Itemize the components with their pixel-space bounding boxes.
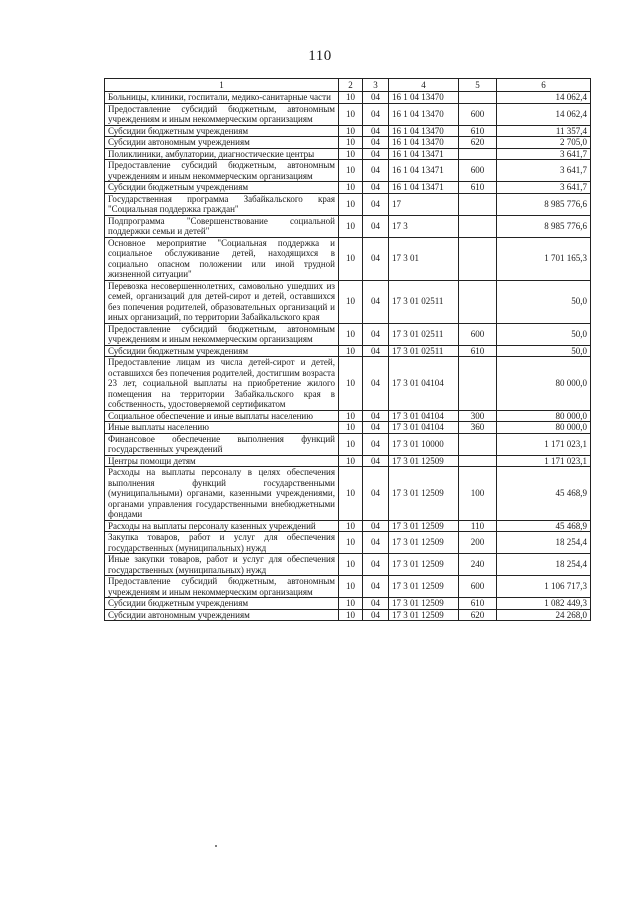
table-row	[105, 609, 591, 621]
subsection-code-cell: 04	[363, 467, 389, 521]
table-row	[105, 520, 591, 532]
row-name-cell: Предоставление субсидий бюджетным, автономным учреждениям и иным некоммерческим организациям	[105, 323, 339, 345]
target-article-cell: 17 3 01 12509	[389, 520, 459, 532]
section-code-cell: 10	[339, 345, 363, 357]
row-name-cell: Субсидии бюджетным учреждениям	[105, 598, 339, 610]
amount-cell: 1 106 717,3	[497, 576, 591, 598]
section-code-cell: 10	[339, 182, 363, 194]
target-article-cell: 17 3 01	[389, 237, 459, 280]
expense-type-cell: 600	[459, 576, 497, 598]
expense-type-cell: 200	[459, 532, 497, 554]
row-name-cell: Предоставление лицам из числа детей-сирот и детей, оставшихся без попечения родителей, достигшим возраста 23 лет, социальной выплаты на приобретение жилого помещения на территории Забайкальского края в собственность, удостоверяемой сертификатом	[105, 357, 339, 411]
row-name-cell: Подпрограмма "Совершенствование социальной поддержки семьи и детей"	[105, 215, 339, 237]
expense-type-cell: 110	[459, 520, 497, 532]
expense-type-cell	[459, 193, 497, 215]
table-row	[105, 554, 591, 576]
budget-table	[104, 78, 591, 621]
row-name-cell: Иные выплаты населению	[105, 422, 339, 434]
expense-type-cell	[459, 280, 497, 323]
target-article-cell: 17 3 01 04104	[389, 410, 459, 422]
row-name-cell: Больницы, клиники, госпитали, медико-санитарные части	[105, 92, 339, 104]
section-code-cell: 10	[339, 532, 363, 554]
subsection-code-cell: 04	[363, 554, 389, 576]
section-code-cell: 10	[339, 455, 363, 467]
table-row	[105, 576, 591, 598]
target-article-cell: 17 3 01 12509	[389, 467, 459, 521]
row-name-cell: Субсидии автономным учреждениям	[105, 609, 339, 621]
subsection-code-cell: 04	[363, 410, 389, 422]
target-article-cell: 17 3 01 12509	[389, 598, 459, 610]
expense-type-cell: 610	[459, 598, 497, 610]
subsection-code-cell: 04	[363, 532, 389, 554]
subsection-code-cell: 04	[363, 103, 389, 125]
section-code-cell: 10	[339, 357, 363, 411]
scan-speck	[215, 845, 217, 847]
section-code-cell: 10	[339, 137, 363, 149]
expense-type-cell: 610	[459, 345, 497, 357]
target-article-cell: 16 1 04 13470	[389, 137, 459, 149]
expense-type-cell: 600	[459, 160, 497, 182]
table-row	[105, 598, 591, 610]
table-row	[105, 125, 591, 137]
subsection-code-cell: 04	[363, 422, 389, 434]
expense-type-cell: 620	[459, 609, 497, 621]
subsection-code-cell: 04	[363, 357, 389, 411]
section-code-cell: 10	[339, 598, 363, 610]
target-article-cell: 16 1 04 13471	[389, 182, 459, 194]
subsection-code-cell: 04	[363, 576, 389, 598]
expense-type-cell: 360	[459, 422, 497, 434]
column-header: 6	[497, 79, 591, 92]
table-row	[105, 433, 591, 455]
column-header: 2	[339, 79, 363, 92]
page-number: 110	[308, 48, 332, 64]
target-article-cell: 16 1 04 13470	[389, 103, 459, 125]
target-article-cell: 17 3 01 10000	[389, 433, 459, 455]
expense-type-cell	[459, 92, 497, 104]
section-code-cell: 10	[339, 467, 363, 521]
subsection-code-cell: 04	[363, 125, 389, 137]
table-row	[105, 410, 591, 422]
row-name-cell: Финансовое обеспечение выполнения функций государственных учреждений	[105, 433, 339, 455]
table-row	[105, 137, 591, 149]
target-article-cell: 17 3 01 12509	[389, 554, 459, 576]
expense-type-cell: 600	[459, 323, 497, 345]
subsection-code-cell: 04	[363, 237, 389, 280]
row-name-cell: Центры помощи детям	[105, 455, 339, 467]
target-article-cell: 17 3 01 12509	[389, 609, 459, 621]
row-name-cell: Государственная программа Забайкальского края "Социальная поддержка граждан"	[105, 193, 339, 215]
amount-cell: 1 701 165,3	[497, 237, 591, 280]
target-article-cell: 17 3 01 12509	[389, 576, 459, 598]
expense-type-cell	[459, 237, 497, 280]
section-code-cell: 10	[339, 554, 363, 576]
row-name-cell: Закупка товаров, работ и услуг для обеспечения государственных (муниципальных) нужд	[105, 532, 339, 554]
column-header: 1	[105, 79, 339, 92]
target-article-cell: 16 1 04 13470	[389, 92, 459, 104]
row-name-cell: Субсидии автономным учреждениям	[105, 137, 339, 149]
amount-cell: 45 468,9	[497, 520, 591, 532]
table-row	[105, 422, 591, 434]
expense-type-cell: 240	[459, 554, 497, 576]
subsection-code-cell: 04	[363, 92, 389, 104]
table-row	[105, 323, 591, 345]
table-row	[105, 103, 591, 125]
amount-cell: 18 254,4	[497, 532, 591, 554]
column-header: 5	[459, 79, 497, 92]
expense-type-cell	[459, 357, 497, 411]
table-row	[105, 193, 591, 215]
table-row	[105, 92, 591, 104]
row-name-cell: Поликлиники, амбулатории, диагностические центры	[105, 148, 339, 160]
row-name-cell: Предоставление субсидий бюджетным, автономным учреждениям и иным некоммерческим организациям	[105, 576, 339, 598]
row-name-cell: Предоставление субсидий бюджетным, автономным учреждениям и иным некоммерческим организациям	[105, 103, 339, 125]
subsection-code-cell: 04	[363, 137, 389, 149]
target-article-cell: 17 3 01 12509	[389, 532, 459, 554]
target-article-cell: 16 1 04 13471	[389, 148, 459, 160]
target-article-cell: 17 3 01 02511	[389, 323, 459, 345]
table-row	[105, 532, 591, 554]
table-row	[105, 182, 591, 194]
table-row	[105, 148, 591, 160]
expense-type-cell: 300	[459, 410, 497, 422]
section-code-cell: 10	[339, 215, 363, 237]
section-code-cell: 10	[339, 125, 363, 137]
subsection-code-cell: 04	[363, 609, 389, 621]
target-article-cell: 17 3 01 02511	[389, 345, 459, 357]
target-article-cell: 17	[389, 193, 459, 215]
section-code-cell: 10	[339, 576, 363, 598]
subsection-code-cell: 04	[363, 193, 389, 215]
amount-cell: 1 171 023,1	[497, 433, 591, 455]
expense-type-cell: 620	[459, 137, 497, 149]
amount-cell: 80 000,0	[497, 357, 591, 411]
expense-type-cell: 610	[459, 125, 497, 137]
row-name-cell: Перевозка несовершеннолетних, самовольно ушедших из семей, организаций для детей-сирот и детей, оставшихся без попечения родителей, образовательных организаций и иных организаций, по территории Забайкальского края	[105, 280, 339, 323]
subsection-code-cell: 04	[363, 148, 389, 160]
amount-cell: 11 357,4	[497, 125, 591, 137]
table-row	[105, 345, 591, 357]
section-code-cell: 10	[339, 609, 363, 621]
amount-cell: 3 641,7	[497, 148, 591, 160]
table-header-row	[105, 79, 591, 92]
target-article-cell: 16 1 04 13470	[389, 125, 459, 137]
row-name-cell: Иные закупки товаров, работ и услуг для обеспечения государственных (муниципальных) нужд	[105, 554, 339, 576]
target-article-cell: 17 3 01 04104	[389, 357, 459, 411]
expense-type-cell	[459, 215, 497, 237]
section-code-cell: 10	[339, 323, 363, 345]
expense-type-cell: 100	[459, 467, 497, 521]
section-code-cell: 10	[339, 193, 363, 215]
target-article-cell: 16 1 04 13471	[389, 160, 459, 182]
amount-cell: 24 268,0	[497, 609, 591, 621]
table-row	[105, 237, 591, 280]
subsection-code-cell: 04	[363, 345, 389, 357]
row-name-cell: Расходы на выплаты персоналу в целях обеспечения выполнения функций государственными (муниципальными) органами, казенными учреждениями, органами управления государственными внебюджетными фондами	[105, 467, 339, 521]
subsection-code-cell: 04	[363, 215, 389, 237]
amount-cell: 50,0	[497, 323, 591, 345]
table-row	[105, 467, 591, 521]
table-row	[105, 280, 591, 323]
section-code-cell: 10	[339, 280, 363, 323]
subsection-code-cell: 04	[363, 520, 389, 532]
amount-cell: 80 000,0	[497, 422, 591, 434]
expense-type-cell	[459, 433, 497, 455]
expense-type-cell	[459, 455, 497, 467]
column-header: 3	[363, 79, 389, 92]
row-name-cell: Расходы на выплаты персоналу казенных учреждений	[105, 520, 339, 532]
amount-cell: 1 082 449,3	[497, 598, 591, 610]
section-code-cell: 10	[339, 410, 363, 422]
amount-cell: 14 062,4	[497, 103, 591, 125]
amount-cell: 3 641,7	[497, 182, 591, 194]
target-article-cell: 17 3 01 04104	[389, 422, 459, 434]
section-code-cell: 10	[339, 148, 363, 160]
table-row	[105, 215, 591, 237]
amount-cell: 14 062,4	[497, 92, 591, 104]
amount-cell: 18 254,4	[497, 554, 591, 576]
section-code-cell: 10	[339, 422, 363, 434]
subsection-code-cell: 04	[363, 160, 389, 182]
section-code-cell: 10	[339, 92, 363, 104]
target-article-cell: 17 3 01 02511	[389, 280, 459, 323]
subsection-code-cell: 04	[363, 323, 389, 345]
subsection-code-cell: 04	[363, 280, 389, 323]
target-article-cell: 17 3	[389, 215, 459, 237]
expense-type-cell: 610	[459, 182, 497, 194]
table-row	[105, 160, 591, 182]
subsection-code-cell: 04	[363, 598, 389, 610]
subsection-code-cell: 04	[363, 455, 389, 467]
section-code-cell: 10	[339, 520, 363, 532]
amount-cell: 50,0	[497, 345, 591, 357]
section-code-cell: 10	[339, 237, 363, 280]
section-code-cell: 10	[339, 160, 363, 182]
section-code-cell: 10	[339, 433, 363, 455]
amount-cell: 2 705,0	[497, 137, 591, 149]
amount-cell: 8 985 776,6	[497, 193, 591, 215]
row-name-cell: Субсидии бюджетным учреждениям	[105, 182, 339, 194]
row-name-cell: Субсидии бюджетным учреждениям	[105, 125, 339, 137]
amount-cell: 45 468,9	[497, 467, 591, 521]
row-name-cell: Предоставление субсидий бюджетным, автономным учреждениям и иным некоммерческим организациям	[105, 160, 339, 182]
amount-cell: 3 641,7	[497, 160, 591, 182]
table-row	[105, 357, 591, 411]
row-name-cell: Основное мероприятие "Социальная поддержка и социальное обслуживание детей, находящихся в социально опасном положении или иной трудной жизненной ситуации"	[105, 237, 339, 280]
amount-cell: 50,0	[497, 280, 591, 323]
amount-cell: 1 171 023,1	[497, 455, 591, 467]
row-name-cell: Субсидии бюджетным учреждениям	[105, 345, 339, 357]
amount-cell: 8 985 776,6	[497, 215, 591, 237]
target-article-cell: 17 3 01 12509	[389, 455, 459, 467]
amount-cell: 80 000,0	[497, 410, 591, 422]
row-name-cell: Социальное обеспечение и иные выплаты населению	[105, 410, 339, 422]
subsection-code-cell: 04	[363, 433, 389, 455]
subsection-code-cell: 04	[363, 182, 389, 194]
table-row	[105, 455, 591, 467]
expense-type-cell: 600	[459, 103, 497, 125]
column-header: 4	[389, 79, 459, 92]
expense-type-cell	[459, 148, 497, 160]
section-code-cell: 10	[339, 103, 363, 125]
